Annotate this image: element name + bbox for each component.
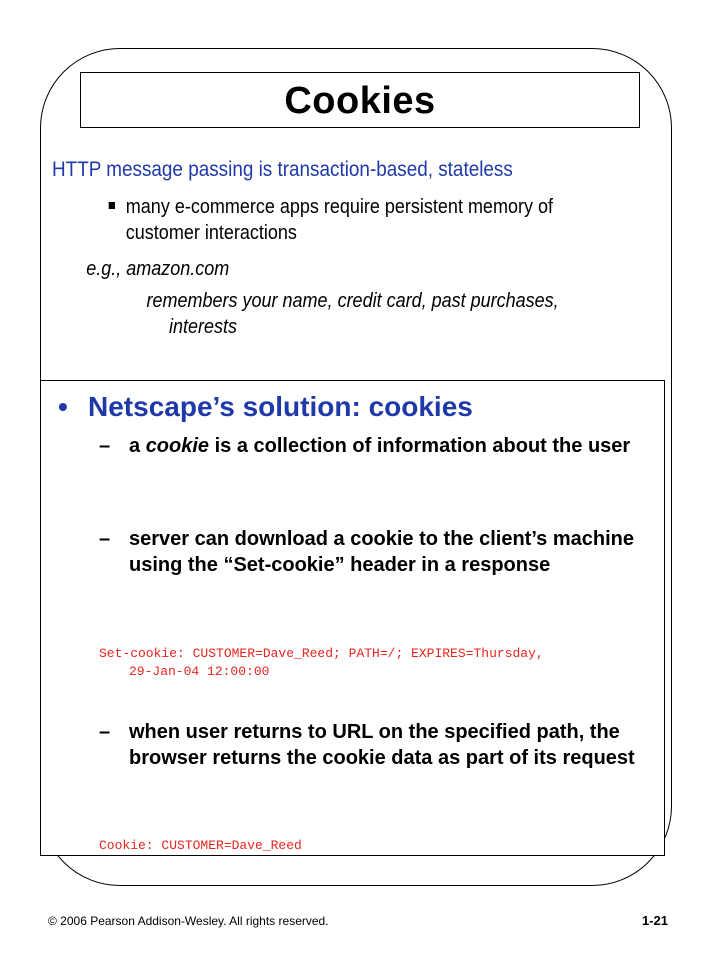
solution-item-browser-returns: [99, 719, 649, 771]
dash-icon: –: [99, 528, 111, 550]
set-cookie-code: [99, 645, 659, 681]
intro-section: [52, 158, 610, 340]
intro-bullet: [52, 194, 610, 246]
cookie-request-code: Cookie: CUSTOMER=Dave_Reed: [99, 838, 302, 853]
slide-title: Cookies: [284, 80, 436, 122]
intro-bullet-text-line2: customer interactions: [125, 222, 297, 244]
set-cookie-code-line2: 29-Jan-04 12:00:00: [129, 664, 270, 679]
set-cookie-code-line1: Set-cookie: CUSTOMER=Dave_Reed; PATH=/; EXPIRES=Thursday,: [99, 646, 544, 661]
intro-example: e.g., amazon.com: [86, 258, 230, 280]
intro-line: HTTP message passing is transaction-based, stateless: [52, 158, 513, 181]
intro-bullet-text-line1: many e-commerce apps require persistent memory of: [125, 196, 553, 218]
solution-heading: [58, 389, 473, 425]
solution-box: [40, 380, 665, 856]
intro-remembers: [52, 288, 610, 340]
dash-icon: –: [99, 721, 111, 743]
solution-item-text: server can download a cookie to the client’s machine using the “Set-cookie” header in a response: [129, 528, 634, 576]
bullet-dot-icon: •: [58, 391, 68, 422]
solution-item-text: [99, 433, 649, 459]
item-text-emphasis: cookie: [145, 435, 210, 457]
remembers-line2: interests: [169, 316, 238, 338]
item-text-pre: a: [129, 435, 146, 457]
dash-icon: –: [99, 435, 111, 457]
footer-copyright: © 2006 Pearson Addison-Wesley. All rights reserved.: [48, 914, 329, 928]
solution-item-cookie-definition: [99, 433, 649, 459]
item-text-post: is a collection of information about the user: [209, 435, 631, 457]
page-number: 1-21: [641, 913, 668, 928]
square-bullet-icon: [109, 202, 115, 209]
solution-item-text: when user returns to URL on the specified path, the browser returns the cookie data as part of its request: [129, 721, 635, 769]
title-box: [80, 72, 640, 128]
solution-heading-text: Netscape’s solution: cookies: [88, 391, 473, 422]
remembers-line1: remembers your name, credit card, past purchases,: [146, 290, 559, 312]
solution-item-server-download: [99, 526, 649, 578]
